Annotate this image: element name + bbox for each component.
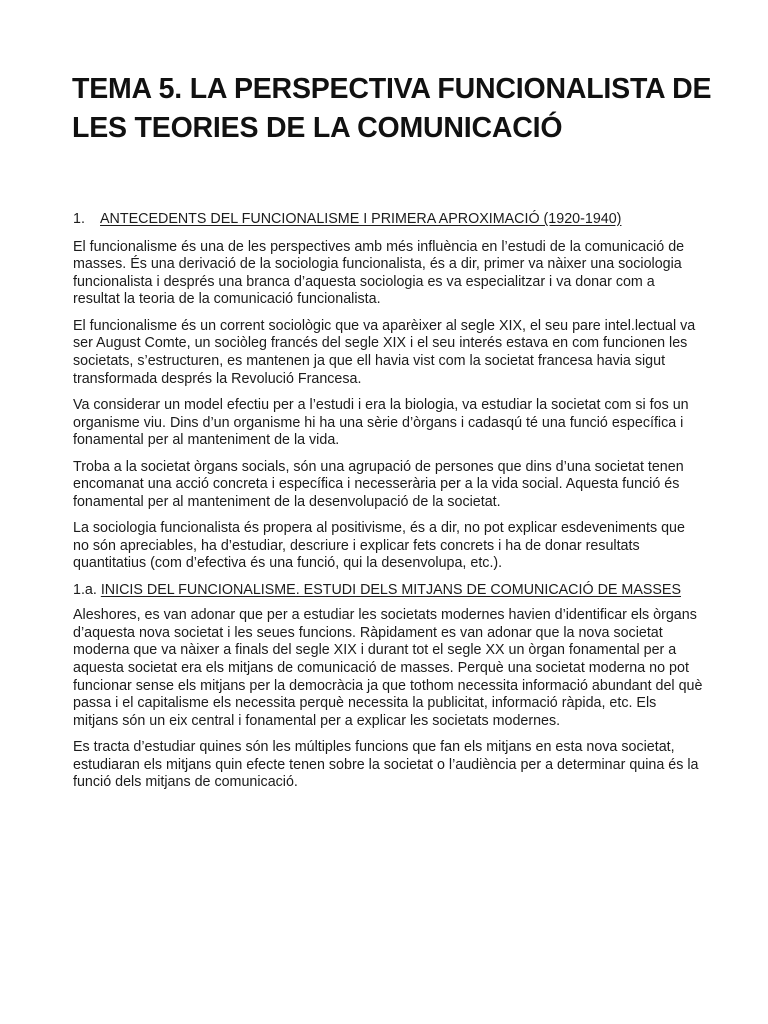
document-title: TEMA 5. LA PERSPECTIVA FUNCIONALISTA DE LES TEORIES DE LA COMUNICACIÓ [72,73,712,144]
paragraph: La sociologia funcionalista és propera al positivisme, és a dir, no pot explicar esdeveniments que no són apreciables, ha d’estudiar, descriure i explicar fets concrets i ha de donar resultats quantitatius (com d’efectiva és una funció, qui la desenvolupa, etc.). [73,520,685,572]
section-1a-title: INICIS DEL FUNCIONALISME. ESTUDI DELS MITJANS DE COMUNICACIÓ DE MASSES [100,581,681,598]
paragraph: El funcionalisme és una de les perspectives amb més influència en l’estudi de la comunicació de masses. És una derivació de la sociologia funcionalista, és a dir, primer va nàixer una sociologia funcionalista i després una branca d’aquesta sociologia es va especialitzar i va donar com a resultat la teoria de la comunicació funcionalista. [73,238,685,308]
paragraph: El funcionalisme és un corrent sociològic que va aparèixer al segle XIX, el seu pare intel.lectual va ser August Comte, un sociòleg francés del segle XIX i el seu interés estava en com funcionen les societats, s’estructuren, es mantenen ja que ell havia vist com la societat francesa havia sigut transformada després la Revolució Francesa. [73,317,696,387]
section-1-number: 1. [73,211,85,227]
section-1a-prefix: 1.a. [73,581,101,598]
document-body [73,211,703,801]
section-1-title: ANTECEDENTS DEL FUNCIONALISME I PRIMERA APROXIMACIÓ (1920-1940) [100,211,622,227]
paragraph: Troba a la societat òrgans socials, són una agrupació de persones que dins d’una societat tenen encomanat una acció concreta i específica i necesserària per a la vida social. Aquesta funció és fonamental per al manteniment de la desenvolupació de la societat. [73,458,684,510]
section-1-heading [73,211,703,229]
paragraph: Va considerar un model efectiu per a l’estudi i era la biologia, va estudiar la societat com si fos un organisme viu. Dins d’un organisme hi ha una sèrie d’òrgans i cadasqú té una funció específica i fonamental per al manteniment de la vida. [73,396,689,449]
section-1a-heading [73,582,703,600]
paragraph: Aleshores, es van adonar que per a estudiar les societats modernes havien d’identificar els òrgans d’aquesta nova societat i les seues funcions. Ràpidament es van adonar que la nova societat moderna que va nàixer a finals del segle XIX i durant tot el segle XX un òrgan fonamental per a aquesta societat era els mitjans de comunicació de masses. Perquè una societat moderna no pot funcionar sense els mitjans per la democràcia ja que tothom necessita informació abundant del què passa i el capitalisme els necessita perquè necessita la publicitat, informació ràpida, etc. Els mitjans són un eix central i fonamental per a explicar les societats modernes. [73,607,703,729]
paragraph: Es tracta d’estudiar quines són les múltiples funcions que fan els mitjans en esta nova societat, estudiaran els mitjans quin efecte tenen sobre la societat o l’audiència per a determinar quina és la funció dels mitjans de comunicació. [73,739,699,791]
